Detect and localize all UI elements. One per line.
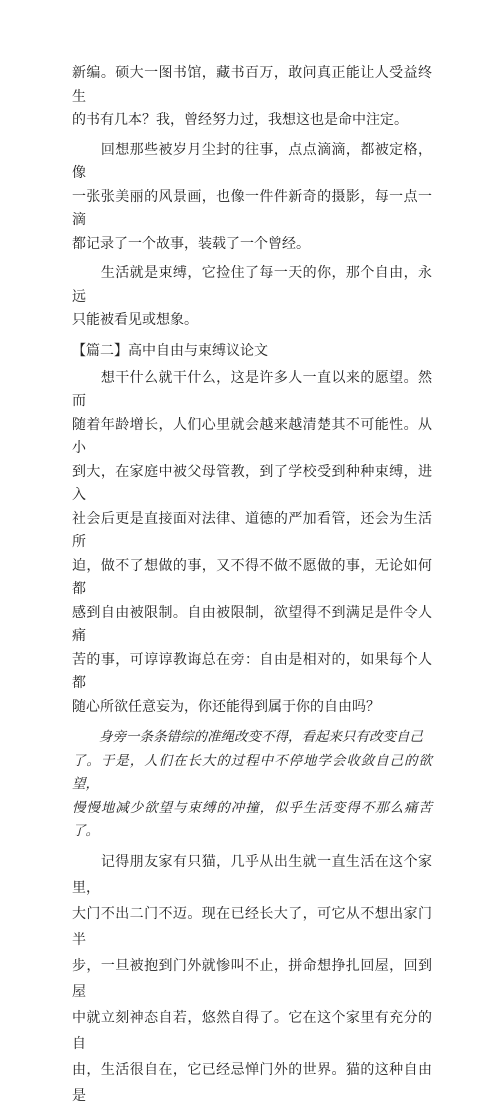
section-heading: 【篇二】高中自由与束缚议论文 [72,342,268,359]
document-body [72,62,432,1109]
paragraph: 想干什么就干什么，这是许多人一直以来的愿望。然而 随着年龄增长，人们心里就会越来越清楚其不可能性。从小 到大，在家庭中被父母管教，到了学校受到种种束缚，进入 社会后更是直接面对法律、道德的严加看管，还会为生活所 迫，做不了想做的事，又不得不做不愿做的事，无论如何都 感到自由被限制。自由被限制，欲望得不到满足是件令人痛 苦的事，可谆谆教诲总在旁：自由是相对的，如果每个人都 随心所欲任意妄为，你还能得到属于你的自由吗？ [72,369,432,715]
paragraph: 回想那些被岁月尘封的往事，点点滴滴，都被定格，像 一张张美丽的风景画，也像一件件新奇的摄影，每一点一滴 都记录了一个故事，装载了一个曾经。 [72,141,432,252]
paragraph: 生活就是束缚，它捡住了每一天的你，那个自由，永远 只能被看见或想象。 [72,265,432,328]
paragraph: 新编。硕大一图书馆，藏书百万，敢问真正能让人受益终生 的书有几本？我，曾经努力过，我想这也是命中注定。 [72,65,432,128]
paragraph: 身旁一条条错综的准绳改变不得，看起来只有改变自己 了。于是，人们在长大的过程中不停地学会收敛自己的欲望， 慢慢地减少欲望与束缚的冲撞，似乎生活变得不那么痛苦了。 [72,729,432,838]
paragraph: 记得朋友家有只猫，几乎从出生就一直生活在这个家里， 大门不出二门不迈。现在已经长大了，可它从不想出家门半 步，一旦被抱到门外就惨叫不止，拼命想挣扎回屋，回到屋 中就立刻神态自若，悠然自得了。它在这个家里有充分的自 由，生活很自在，它已经忌惮门外的世界。猫的这种自由是 [72,853,432,1104]
